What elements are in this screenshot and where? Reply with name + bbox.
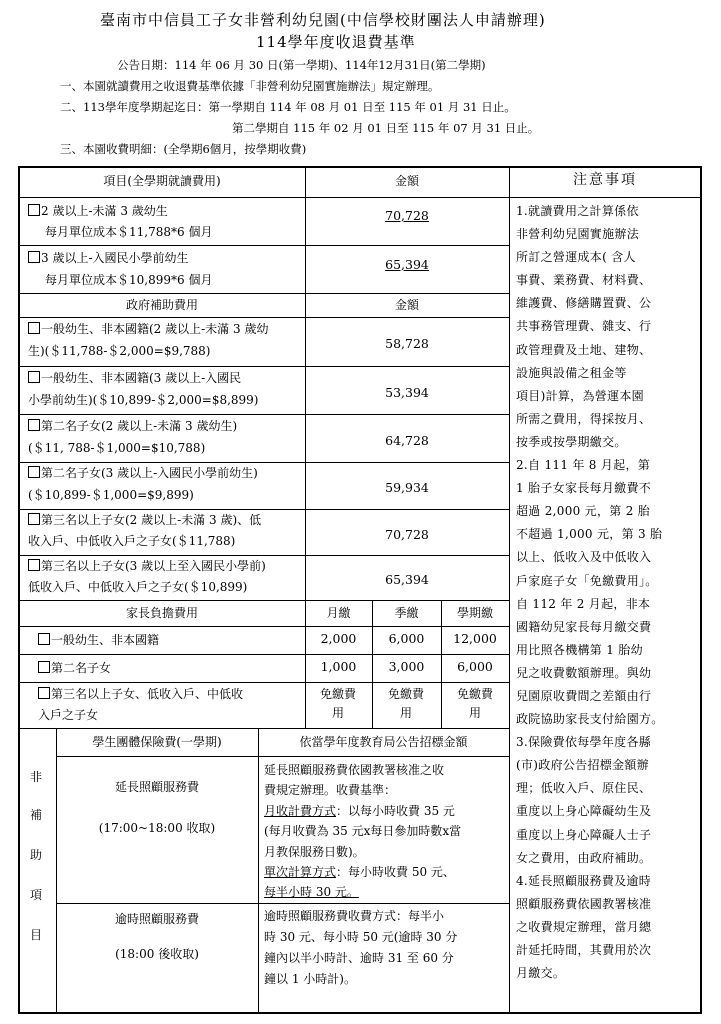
gov-row-6-l1: 第三名以上子女(3 歲以上至入國民小學前) — [28, 557, 266, 576]
note-line: 事費、業務費、材料費、 — [516, 273, 652, 288]
parent-row-3-semester: 免繳費用 — [456, 687, 493, 720]
note-line: 3.保險費依每學年度各縣 — [516, 735, 652, 750]
gov-row-5-l1: 第三名以上子女(2 歲以上-未滿 3 歲)、低 — [28, 511, 261, 530]
checkbox[interactable] — [28, 419, 40, 431]
divider — [19, 509, 509, 510]
note-line: (市)政府公告招標金額辦 — [516, 758, 649, 773]
intro-line-1: 一、本園就讀費用之收退費基準依據「非營利幼兒園實施辦法」規定辦理。 — [60, 79, 440, 93]
note-line: 所訂之營運成本( 含人 — [516, 250, 636, 265]
parent-row-3-monthly: 免繳費用 — [319, 687, 356, 720]
note-line: 理；低收入戶、原住民、 — [516, 781, 652, 796]
note-line: 共事務管理費、雜支、行 — [516, 319, 652, 334]
gov-row-6-l2: 低收入戶、中低收入戶之子女(＄10,899) — [28, 580, 248, 594]
divider — [56, 728, 57, 1013]
parent-row-2-semester: 6,000 — [457, 659, 493, 674]
non-sub-char: 補 — [29, 808, 42, 822]
tuition-row-2-label: 3 歲以上-入國民小學前幼生 — [28, 249, 189, 268]
parent-row-2-quarterly: 3,000 — [388, 659, 425, 674]
parent-header: 家長負擔費用 — [125, 606, 198, 620]
note-line: 女之費用，由政府補助。 — [516, 850, 652, 865]
parent-row-3-l1: 第三名以上子女、低收入戶、中低收 — [38, 685, 243, 704]
divider — [56, 756, 509, 757]
parent-row-1-monthly: 2,000 — [320, 631, 357, 646]
gov-row-5-amount: 70,728 — [385, 527, 429, 542]
note-line: 政院協助家長支付給園方。 — [516, 712, 664, 727]
divider — [19, 317, 509, 318]
tuition-row-1-amount: 70,728 — [385, 208, 429, 223]
tuition-row-1-label: 2 歲以上-未滿 3 歲幼生 — [28, 202, 168, 221]
gov-amount-header: 金額 — [394, 298, 419, 312]
non-sub-char: 目 — [29, 928, 42, 942]
tuition-row-2-detail: 每月單位成本＄10,899*6 個月 — [45, 273, 213, 287]
overtime-desc: 逾時照顧服務費收費方式：每半小 時 30 元、每小時 50 元(逾時 30 分 鐘內以半小時計、逾時 31 至 60 分 鐘以 1 小時計)。 — [264, 909, 458, 986]
checkbox[interactable] — [28, 251, 40, 263]
parent-row-2-label: 第二名子女 — [38, 659, 111, 678]
checkbox[interactable] — [28, 559, 40, 571]
insurance-value: 依當學年度教育局公告招標金額 — [299, 735, 468, 749]
divider — [19, 728, 509, 729]
gov-row-2-l2: 小學前幼生)(＄10,899-＄2,000=$8,899) — [28, 393, 259, 407]
note-line: 1.就讀費用之計算係依 — [516, 204, 639, 218]
divider — [19, 626, 509, 627]
note-line: 4.延長照顧服務費及逾時 — [516, 873, 652, 888]
note-line: 重度以上身心障礙幼生及 — [516, 804, 652, 819]
note-line: 所需之費用，得採按月、 — [516, 411, 652, 426]
gov-row-4-l1: 第二名子女(3 歲以上-入國民小學前幼生) — [28, 464, 258, 483]
checkbox[interactable] — [28, 322, 40, 334]
divider — [19, 366, 509, 367]
gov-row-3-l1: 第二名子女(2 歲以上-未滿 3 歲幼生) — [28, 417, 237, 436]
checkbox[interactable] — [28, 204, 40, 216]
note-line: 重度以上身心障礙人士子 — [516, 827, 652, 842]
non-sub-char: 項 — [29, 888, 42, 902]
note-line: 2.自 111 年 8 月起，第 — [516, 458, 651, 473]
extended-label: 延長照顧服務費 — [114, 780, 199, 794]
document-title: 臺南市中信員工子女非營利幼兒園(中信學校財團法人申請辦理) — [100, 11, 546, 29]
gov-row-3-l2: (＄11, 788-＄1,000=$10,788) — [28, 441, 206, 455]
header-item: 項目(全學期就讀費用) — [103, 174, 221, 188]
note-line: 非營利幼兒園實施辦法 — [516, 227, 640, 242]
tuition-row-2-amount: 65,394 — [385, 257, 429, 272]
parent-row-1-quarterly: 6,000 — [388, 631, 425, 646]
divider — [19, 293, 509, 294]
note-line: 超過 2,000 元，第 2 胎 — [516, 504, 651, 519]
gov-row-3-amount: 64,728 — [385, 433, 429, 448]
tuition-row-1-detail: 每月單位成本＄11,788*6 個月 — [45, 225, 213, 239]
header-notes: 注意事項 — [573, 172, 637, 188]
parent-col-monthly: 月繳 — [326, 606, 351, 620]
intro-line-4: 三、本園收費明細：(全學期6個月，按學期收費) — [60, 142, 307, 156]
gov-row-4-l2: (＄10,899-＄1,000=$9,899) — [28, 488, 194, 502]
gov-row-5-l2: 收入戶、中低收入戶之子女(＄11,788) — [28, 534, 236, 548]
parent-col-semester: 學期繳 — [456, 606, 493, 620]
document-subtitle: 114學年度收退費基準 — [256, 33, 416, 51]
notes-column — [516, 200, 700, 985]
extended-time: (17:00~18:00 收取) — [98, 821, 216, 835]
gov-row-4-amount: 59,934 — [385, 480, 429, 495]
note-line: 戶家庭子女「免繳費用」。 — [516, 573, 658, 588]
extended-desc: 延長照顧服務費依國教署核准之收 費規定辦理。收費基準： 月收計費方式：以每小時收費 35 元 (每月收費為 35 元x每日參加時數x當 月教保服務日數)。 單次計算方式：每小時收費 50 元、 每半小時 30 元。 — [264, 763, 462, 900]
gov-row-6-amount: 65,394 — [385, 572, 429, 587]
intro-line-2: 二、113學年度學期起迄日：第一學期自 114 年 08 月 01 日至 115 年 01 月 31 日止。 — [60, 100, 516, 114]
note-line: 按季或按學期繳交。 — [516, 434, 627, 449]
note-line: 月繳交。 — [516, 966, 566, 981]
divider — [19, 245, 509, 246]
gov-header: 政府補助費用 — [125, 298, 198, 312]
gov-row-1-l2: 生)(＄11,788-＄2,000=$9,788) — [28, 344, 211, 358]
parent-row-1-semester: 12,000 — [453, 631, 497, 646]
note-line: 以上、低收入及中低收入 — [516, 550, 652, 565]
divider — [19, 600, 509, 601]
note-line: 照顧服務費依國教署核准 — [516, 896, 652, 911]
divider — [56, 903, 509, 904]
note-line: 之收費規定辦理，當月總 — [516, 919, 652, 934]
note-line: 兒之收費數額辦理。與幼 — [516, 665, 652, 680]
parent-row-2-monthly: 1,000 — [320, 659, 357, 674]
divider — [258, 728, 259, 1013]
checkbox[interactable] — [28, 466, 40, 478]
overtime-label: 逾時照顧服務費 — [114, 912, 199, 926]
divider — [19, 414, 509, 415]
divider — [19, 654, 509, 655]
note-line: 1 胎子女家長每月繳費不 — [516, 481, 652, 496]
note-line: 計延托時間，其費用於次 — [516, 943, 652, 957]
gov-row-2-l1: 一般幼生、非本國籍(3 歲以上-入國民 — [28, 369, 241, 388]
non-sub-char: 非 — [29, 770, 42, 784]
non-sub-char: 助 — [29, 848, 42, 862]
header-amount: 金額 — [394, 174, 419, 188]
gov-row-1-amount: 58,728 — [385, 336, 429, 351]
checkbox[interactable] — [38, 661, 50, 673]
gov-row-1-l1: 一般幼生、非本國籍(2 歲以上-未滿 3 歲幼 — [28, 320, 268, 339]
parent-row-1-label: 一般幼生、非本國籍 — [38, 631, 159, 650]
intro-line-3: 第二學期自 115 年 02 月 01 日至 115 年 07 月 31 日止。 — [232, 121, 540, 135]
note-line: 自 112 年 2 月起，非本 — [516, 596, 651, 611]
note-line: 維護費、修繕購置費、公 — [516, 296, 652, 311]
checkbox[interactable] — [28, 513, 40, 525]
checkbox[interactable] — [38, 687, 50, 699]
overtime-time: (18:00 後收取) — [115, 947, 199, 961]
checkbox[interactable] — [28, 371, 40, 383]
divider — [19, 555, 509, 556]
note-line: 國籍幼兒家長每月繳交費 — [516, 619, 652, 634]
announce-date: 公告日期：114 年 06 月 30 日(第一學期)、114年12月31日(第二學期) — [117, 58, 486, 72]
divider — [19, 197, 701, 198]
note-line: 政管理費及土地、建物、 — [516, 342, 652, 357]
note-line: 項目)計算，為營運本園 — [516, 388, 644, 403]
parent-col-quarterly: 季繳 — [394, 606, 419, 620]
gov-row-2-amount: 53,394 — [385, 385, 429, 400]
parent-row-3-l2: 入戶之子女 — [38, 708, 99, 722]
checkbox[interactable] — [38, 633, 50, 645]
note-line: 不超過 1,000 元，第 3 胎 — [516, 527, 663, 542]
divider — [19, 682, 509, 683]
note-line: 兒園原收費間之差額由行 — [516, 688, 652, 703]
insurance-label: 學生團體保險費(一學期) — [92, 735, 222, 749]
parent-row-3-quarterly: 免繳費用 — [387, 687, 424, 720]
divider — [19, 462, 509, 463]
note-line: 設施與設備之租金等 — [516, 365, 627, 380]
divider — [509, 167, 510, 1013]
note-line: 用比照各機構第 1 胎幼 — [516, 642, 643, 657]
